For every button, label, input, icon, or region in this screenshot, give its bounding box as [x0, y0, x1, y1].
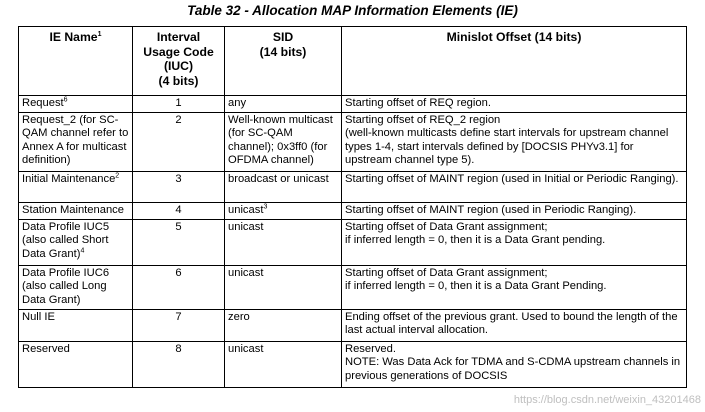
table-row [19, 220, 687, 266]
sid-cell: unicast [225, 266, 342, 310]
offset-cell: Starting offset of Data Grant assignment; if inferred length = 0, then it is a Data Grant pending. [342, 220, 687, 266]
table-row [19, 172, 687, 203]
sid-cell: any [225, 96, 342, 113]
iuc-cell: 8 [133, 342, 225, 388]
offset-cell: Starting offset of REQ_2 region (well-known multicasts define start intervals for upstream channel types 1-4, start intervals defined by [DOCSIS PHYv3.1] for upstream channel type 5). [342, 113, 687, 172]
iuc-cell: 4 [133, 203, 225, 220]
offset-cell: Starting offset of MAINT region (used in Initial or Periodic Ranging). [342, 172, 687, 203]
allocation-map-ie-table [18, 26, 687, 388]
sid-cell: unicast$^3$ [225, 203, 342, 220]
header-iuc: Interval Usage Code (IUC) (4 bits) [133, 27, 225, 96]
ie-name-cell: Request$^6$ [19, 96, 133, 113]
header-row [19, 27, 687, 96]
sid-cell: broadcast or unicast [225, 172, 342, 203]
sid-cell: Well-known multicast (for SC-QAM channel); 0x3ff0 (for OFDMA channel) [225, 113, 342, 172]
offset-cell: Reserved. NOTE: Was Data Ack for TDMA and S-CDMA upstream channels in previous generations of DOCSIS [342, 342, 687, 388]
table-row [19, 266, 687, 310]
ie-name-cell: Request_2 (for SC-QAM channel refer to Annex A for multicast definition) [19, 113, 133, 172]
sid-cell: unicast [225, 220, 342, 266]
sid-cell: zero [225, 310, 342, 342]
table-caption: Table 32 - Allocation MAP Information Elements (IE) [187, 3, 518, 18]
table-row [19, 203, 687, 220]
iuc-cell: 2 [133, 113, 225, 172]
offset-cell: Starting offset of REQ region. [342, 96, 687, 113]
iuc-cell: 1 [133, 96, 225, 113]
iuc-cell: 5 [133, 220, 225, 266]
ie-name-cell: Data Profile IUC5 (also called Short Data Grant)$^4$ [19, 220, 133, 266]
ie-name-cell: Station Maintenance [19, 203, 133, 220]
header-sid: SID (14 bits) [225, 27, 342, 96]
iuc-cell: 6 [133, 266, 225, 310]
table-row [19, 310, 687, 342]
ie-name-cell: Data Profile IUC6 (also called Long Data Grant) [19, 266, 133, 310]
iuc-cell: 7 [133, 310, 225, 342]
offset-cell: Starting offset of Data Grant assignment; if inferred length = 0, then it is a Data Grant Pending. [342, 266, 687, 310]
table-row [19, 96, 687, 113]
ie-name-cell: Initial Maintenance$^2$ [19, 172, 133, 203]
table-row [19, 113, 687, 172]
watermark: https://blog.csdn.net/weixin_43201468 [513, 394, 701, 406]
iuc-cell: 3 [133, 172, 225, 203]
header-minislot-offset: Minislot Offset (14 bits) [342, 27, 687, 96]
table-row [19, 342, 687, 388]
header-ie-name: IE Name$^1$ [19, 27, 133, 96]
sid-cell: unicast [225, 342, 342, 388]
ie-name-cell: Null IE [19, 310, 133, 342]
offset-cell: Ending offset of the previous grant. Used to bound the length of the last actual interval allocation. [342, 310, 687, 342]
ie-name-cell: Reserved [19, 342, 133, 388]
offset-cell: Starting offset of MAINT region (used in Periodic Ranging). [342, 203, 687, 220]
